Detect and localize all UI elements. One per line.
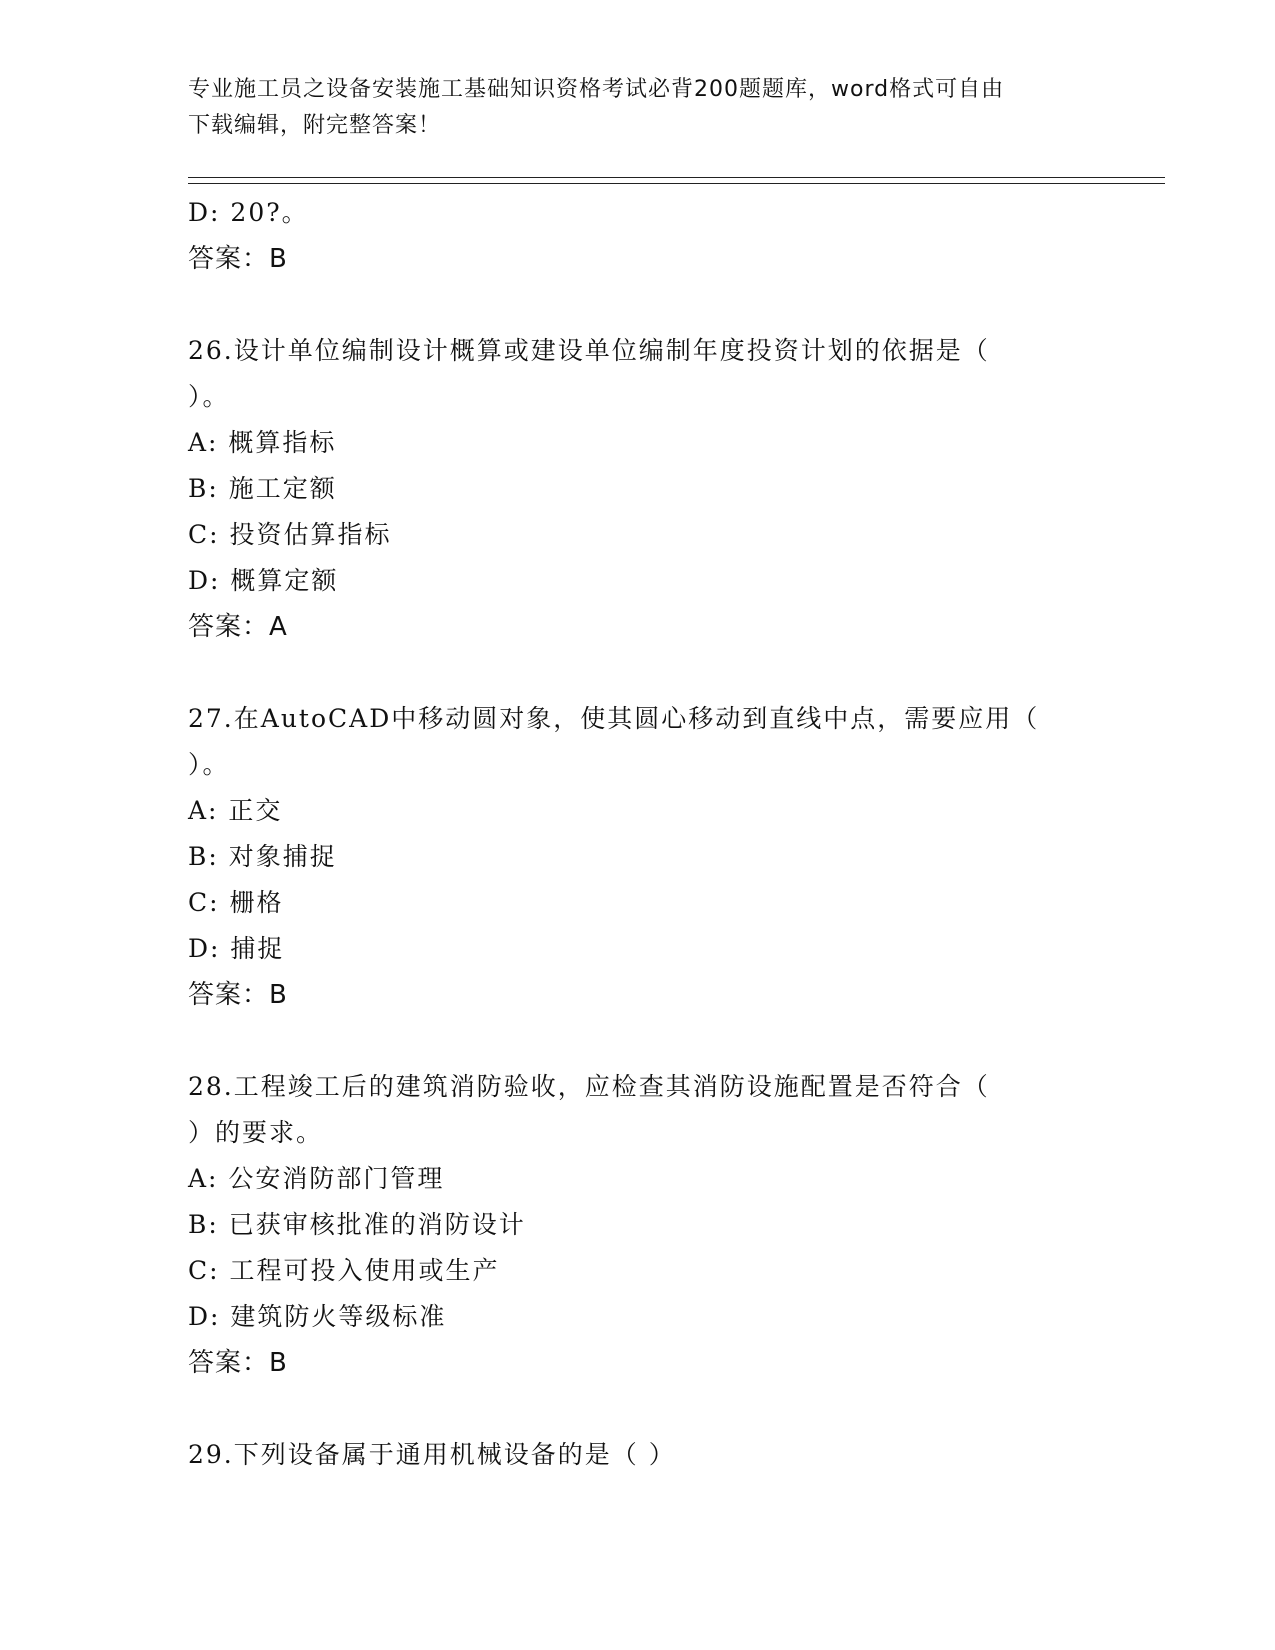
question-27-option-b: B: 对象捕捉	[188, 842, 337, 871]
question-27	[188, 696, 1088, 1018]
question-29	[188, 1432, 1088, 1478]
header-title-line-2: 下载编辑，附完整答案！	[188, 113, 442, 138]
question-27-answer: 答案：B	[188, 980, 288, 1010]
question-26-option-a: A: 概算指标	[188, 428, 337, 457]
question-28	[188, 1064, 1088, 1386]
header-divider-bottom	[188, 183, 1165, 184]
question-28-option-b: B: 已获审核批准的消防设计	[188, 1210, 526, 1239]
question-26-option-c: C: 投资估算指标	[188, 520, 392, 549]
question-26-stem-line-2: ）。	[188, 382, 230, 411]
question-29-stem-line-1: 29.下列设备属于通用机械设备的是（ ）	[188, 1440, 676, 1469]
question-28-stem-line-2: ）的要求。	[188, 1118, 324, 1147]
question-27-option-c: C: 栅格	[188, 888, 284, 917]
document-header	[188, 72, 1088, 144]
question-27-option-a: A: 正交	[188, 796, 283, 825]
question-27-stem-line-1: 27.在AutoCAD中移动圆对象，使其圆心移动到直线中点，需要应用（	[188, 704, 1040, 733]
question-26-stem-line-1: 26.设计单位编制设计概算或建设单位编制年度投资计划的依据是（	[188, 336, 990, 365]
header-divider-top	[188, 177, 1165, 178]
question-26-option-b: B: 施工定额	[188, 474, 337, 503]
question-26-answer: 答案：A	[188, 612, 288, 642]
question-list	[188, 190, 1088, 1478]
question-27-stem-line-2: ）。	[188, 750, 230, 779]
question-26	[188, 328, 1088, 650]
question-26-option-d: D: 概算定额	[188, 566, 339, 595]
question-28-option-d: D: 建筑防火等级标准	[188, 1302, 447, 1331]
question-28-option-c: C: 工程可投入使用或生产	[188, 1256, 500, 1285]
prev-answer: 答案：B	[188, 244, 288, 274]
question-28-option-a: A: 公安消防部门管理	[188, 1164, 445, 1193]
question-27-option-d: D: 捕捉	[188, 934, 285, 963]
header-title-line-1: 专业施工员之设备安装施工基础知识资格考试必背200题题库，word格式可自由	[188, 77, 1005, 102]
question-28-stem-line-1: 28.工程竣工后的建筑消防验收，应检查其消防设施配置是否符合（	[188, 1072, 990, 1101]
prev-option-d: D: 20?。	[188, 198, 309, 227]
question-28-answer: 答案：B	[188, 1348, 288, 1378]
